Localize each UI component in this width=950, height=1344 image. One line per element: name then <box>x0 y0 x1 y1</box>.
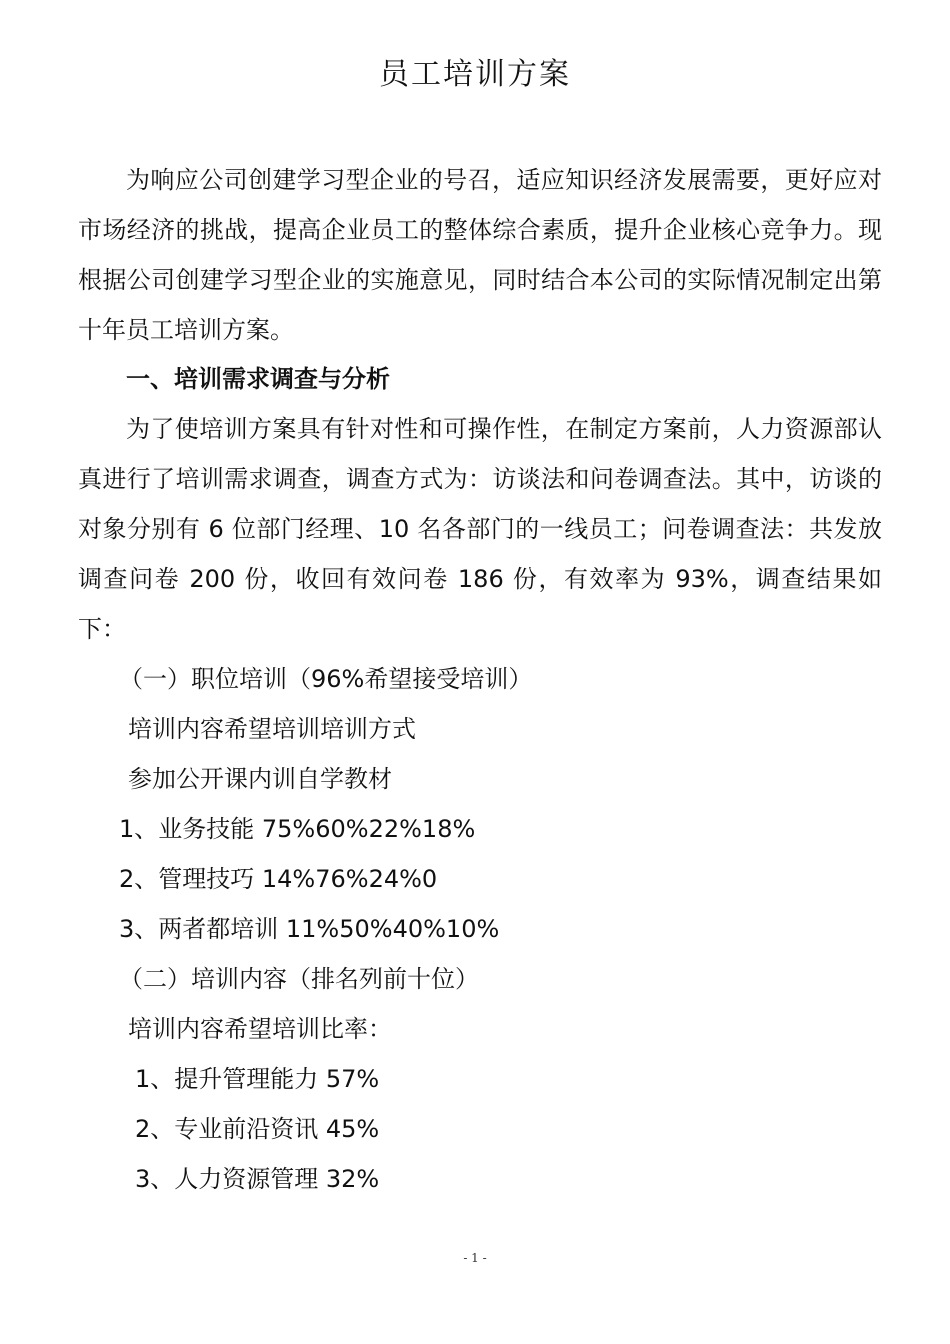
list-item-management-skills: 2、管理技巧 14%76%24%0 <box>119 865 438 893</box>
table-methods-row: 参加公开课内训自学教材 <box>128 765 392 793</box>
survey-paragraph: 为了使培训方案具有针对性和可操作性，在制定方案前，人力资源部认真进行了培训需求调查，调查方式为：访谈法和问卷调查法。其中，访谈的对象分别有 6 位部门经理、10 名各部门的一线员工；问卷调查法：共发放调查问卷 200 份，收回有效问卷 186 份，有效率为 93%，调查结果如下： <box>78 415 882 643</box>
page-number: - 1 - <box>463 1251 487 1265</box>
list-item-professional-info: 2、专业前沿资讯 45% <box>135 1115 380 1143</box>
table-header-row: 培训内容希望培训培训方式 <box>128 715 416 743</box>
document-title: 员工培训方案 <box>379 57 571 92</box>
subsection-heading-training-content: （二）培训内容（排名列前十位） <box>119 965 479 993</box>
list-item-both: 3、两者都培训 11%50%40%10% <box>119 915 500 943</box>
list-item-business-skills: 1、业务技能 75%60%22%18% <box>119 815 476 843</box>
intro-paragraph: 为响应公司创建学习型企业的号召，适应知识经济发展需要，更好应对市场经济的挑战，提高企业员工的整体综合素质，提升企业核心竞争力。现根据公司创建学习型企业的实施意见，同时结合本公司的实际情况制定出第十年员工培训方案。 <box>78 166 882 344</box>
section-heading-training-needs: 一、培训需求调查与分析 <box>126 365 390 393</box>
subsection-heading-position-training: （一）职位培训（96%希望接受培训） <box>119 665 533 693</box>
list-item-management-ability: 1、提升管理能力 57% <box>135 1065 380 1093</box>
list-item-hr-management: 3、人力资源管理 32% <box>135 1165 380 1193</box>
content-header-row: 培训内容希望培训比率： <box>128 1015 392 1043</box>
